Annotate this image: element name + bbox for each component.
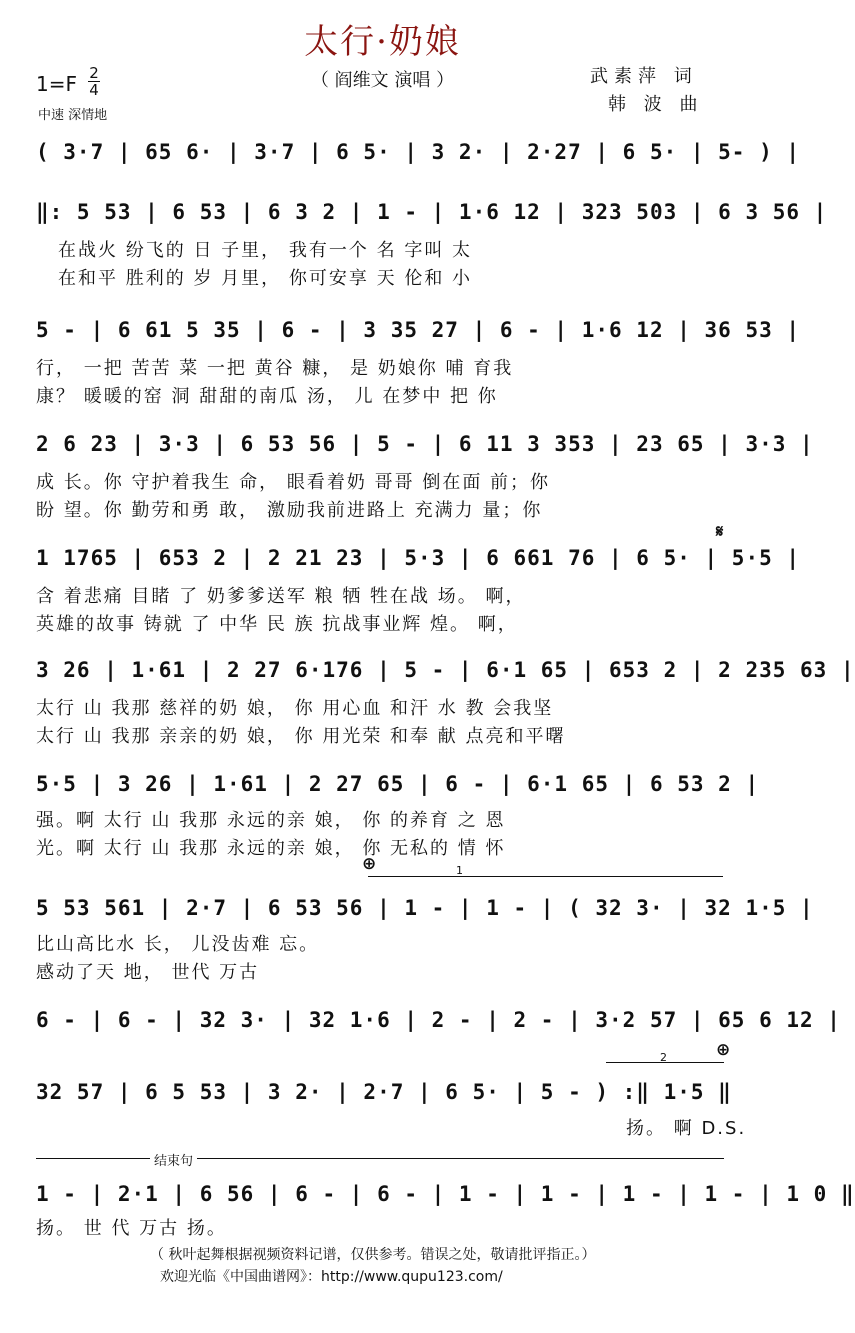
composer: 韩 波 曲 [608,94,704,115]
volta-label-2: 2 [660,1051,667,1064]
notation-system-8: 5 53 561 | 2·7 | 6 53 56 | 1 - | 1 - | ( 32 3· | 32 1·5 | [36,896,814,920]
lyric-verse-2: 光。啊 太行 山 我那 永远的亲 娘， 你 无私的 情 怀 [36,838,506,859]
time-signature-top: 2 [89,64,99,82]
lyric-verse-2: 盼 望。你 勤劳和勇 敢， 激励我前进路上 充满力 量；你 [36,500,543,521]
coda-icon: ⊕ [716,1040,731,1060]
time-signature [88,66,100,97]
transcriber-note: （ 秋叶起舞根据视频资料记谱，仅供参考。错误之处，敬请批评指正。） [150,1247,596,1263]
site-link[interactable]: 欢迎光临《中国曲谱网》：http://www.qupu123.com/ [160,1269,503,1285]
notation-system-6: 3 26 | 1·61 | 2 27 6·176 | 5 - | 6·1 65 | 653 2 | 2 235 63 | [36,658,855,682]
notation-system-9: 6 - | 6 - | 32 3· | 32 1·6 | 2 - | 2 - | 3·2 57 | 65 6 12 | [36,1008,841,1032]
tempo-marking: 中速 深情地 [38,108,108,123]
time-signature-bottom: 4 [89,81,99,99]
ending-bracket [36,1158,724,1159]
notation-system-3: 5 - | 6 61 5 35 | 6 - | 3 35 27 | 6 - | 1·6 12 | 36 53 | [36,318,801,342]
lyric-verse-2: 康？ 暖暖的窑 洞 甜甜的南瓜 汤， 儿 在梦中 把 你 [36,386,498,407]
lyric-ending: 扬。 啊 D.S. [626,1118,747,1139]
lyric-verse-2: 英雄的故事 铸就 了 中华 民 族 抗战事业辉 煌。 啊， [36,614,518,635]
lyric-verse-2: 太行 山 我那 亲亲的奶 娘， 你 用光荣 和奉 献 点亮和平曙 [36,726,566,747]
key-signature: 1=F [36,72,77,96]
volta-bracket-1 [368,876,723,877]
volta-label-1: 1 [456,864,463,877]
lyric-verse-1: 成 长。你 守护着我生 命， 眼看着奶 哥哥 倒在面 前；你 [36,472,551,493]
notation-system-5: 1 1765 | 653 2 | 2 21 23 | 5·3 | 6 661 76 | 6 5· | 5·5 | [36,546,801,570]
lyric-verse-2: 感动了天 地， 世代 万古 [36,962,260,983]
singer-line: （ 阎维文 演唱 ） [310,70,455,91]
song-title: 太行·奶娘 [304,22,461,62]
notation-system-10: 32 57 | 6 5 53 | 3 2· | 2·7 | 6 5· | 5 - ) :‖ 1·5 ‖ [36,1080,732,1104]
lyric-final: 扬。 世 代 万古 扬。 [36,1218,227,1239]
notation-system-2: ‖: 5 53 | 6 53 | 6 3 2 | 1 - | 1·6 12 | 323 503 | 6 3 56 | [36,200,828,224]
lyric-verse-1: 太行 山 我那 慈祥的奶 娘， 你 用心血 和汗 水 教 会我坚 [36,698,554,719]
lyric-verse-1: 含 着悲痛 目睹 了 奶爹爹送军 粮 牺 牲在战 场。 啊， [36,586,526,607]
lyricist: 武素萍 词 [590,66,698,87]
notation-system-1: ( 3·7 | 65 6· | 3·7 | 6 5· | 3 2· | 2·27 | 6 5· | 5- ) | [36,140,801,164]
ending-label: 结束句 [150,1150,197,1169]
lyric-verse-1: 在战火 纷飞的 日 子里， 我有一个 名 字叫 太 [58,240,473,261]
lyric-verse-1: 行， 一把 苦苦 菜 一把 黄谷 糠， 是 奶娘你 哺 育我 [36,358,514,379]
lyric-verse-1: 比山高比水 长， 儿没齿难 忘。 [36,934,320,955]
segno-icon: 𝄋 [716,522,724,542]
notation-system-4: 2 6 23 | 3·3 | 6 53 56 | 5 - | 6 11 3 353 | 23 65 | 3·3 | [36,432,814,456]
notation-system-7: 5·5 | 3 26 | 1·61 | 2 27 65 | 6 - | 6·1 65 | 6 53 2 | [36,772,760,796]
coda-icon: ⊕ [362,854,377,874]
notation-system-11: 1 - | 2·1 | 6 56 | 6 - | 6 - | 1 - | 1 - | 1 - | 1 - | 1 0 ‖ [36,1182,855,1206]
lyric-verse-1: 强。啊 太行 山 我那 永远的亲 娘， 你 的养育 之 恩 [36,810,506,831]
lyric-verse-2: 在和平 胜利的 岁 月里， 你可安享 天 伦和 小 [58,268,473,289]
